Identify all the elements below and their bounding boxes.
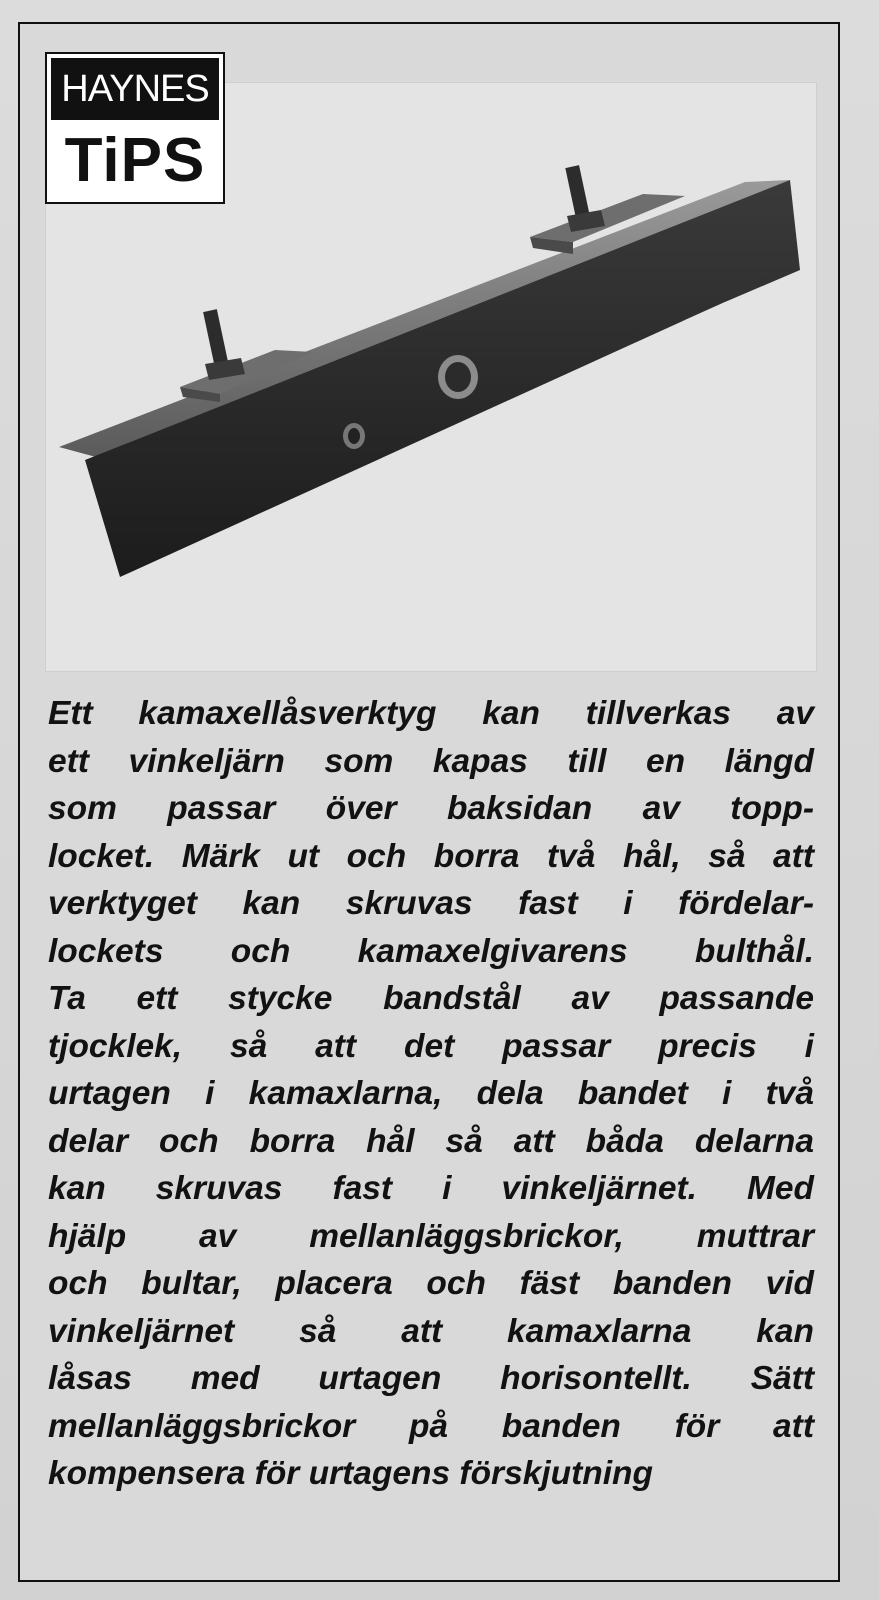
body-line: kan skruvas fast i vinkeljärnet. Med (48, 1170, 814, 1207)
logo-tips-text: TiPS (64, 126, 206, 195)
body-line: mellanläggsbrickor på banden för att (48, 1407, 814, 1445)
body-line: delar och borra hål så att båda delarna (48, 1122, 814, 1160)
haynes-tips-logo (45, 52, 225, 204)
body-line: ett vinkeljärn som kapas till en längd (48, 742, 814, 780)
body-line: Ta ett stycke bandstål av passande (48, 980, 814, 1017)
logo-haynes-text: HAYNES (51, 58, 219, 120)
body-line: hjälp av mellanläggsbrickor, muttrar (48, 1217, 814, 1255)
body-line: verktyget kan skruvas fast i fördelar- (48, 885, 814, 922)
body-line: låsas med urtagen horisontellt. Sätt (48, 1360, 814, 1397)
body-line: kompensera för urtagens förskjutning (48, 1455, 653, 1492)
body-line: som passar över baksidan av topp- (48, 790, 814, 827)
body-line: vinkeljärnet så att kamaxlarna kan (48, 1312, 814, 1350)
body-line: locket. Märk ut och borra två hål, så att (48, 837, 814, 875)
tip-body-text (48, 690, 814, 1498)
left-bolt (203, 309, 229, 369)
body-line: lockets och kamaxelgivarens bulthål. (48, 932, 814, 970)
body-line: Ett kamaxellåsverktyg kan tillverkas av (48, 695, 814, 732)
body-line: urtagen i kamaxlarna, dela bandet i två (48, 1075, 814, 1112)
body-line: och bultar, placera och fäst banden vid (48, 1265, 814, 1302)
body-line: tjocklek, så att det passar precis i (48, 1027, 814, 1065)
